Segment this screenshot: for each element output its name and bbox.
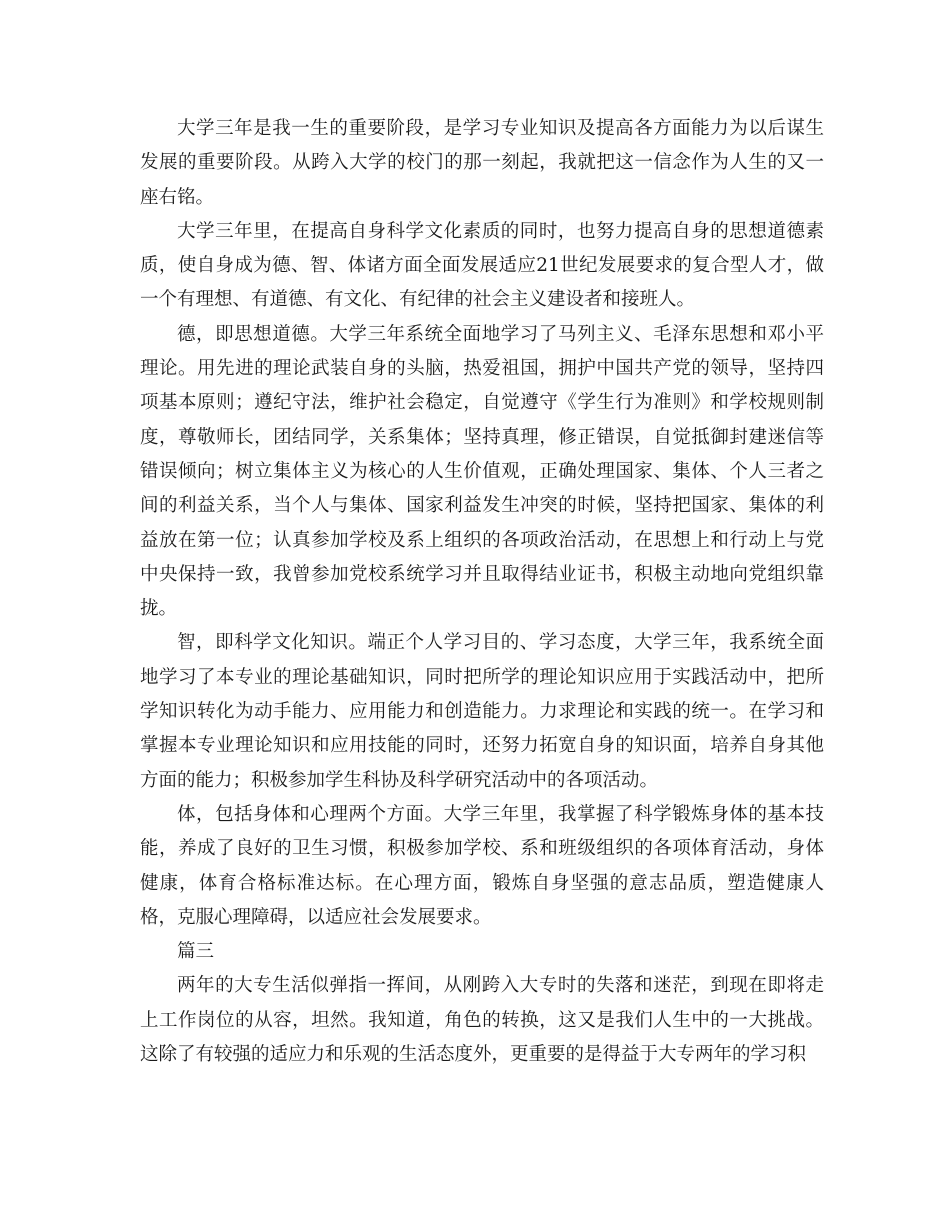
paragraph-section-three: 两年的大专生活似弹指一挥间，从刚跨入大专时的失落和迷茫，到现在即将走上工作岗位的从容，坦然。我知道，角色的转换，这又是我们人生中的一大挑战。这除了有较强的适应力和乐观的生活态度外，更重要的是得益于大专两年的学习积 bbox=[140, 975, 824, 1066]
paragraph-goal: 大学三年里，在提高自身科学文化素质的同时，也努力提高自身的思想道德素质，使自身成为德、智、体诸方面全面发展适应21世纪发展要求的复合型人才，做一个有理想、有道德、有文化、有纪律的社会主义建设者和接班人。 bbox=[140, 220, 824, 311]
paragraph-intro: 大学三年是我一生的重要阶段，是学习专业知识及提高各方面能力为以后谋生发展的重要阶段。从跨入大学的校门的那一刻起，我就把这一信念作为人生的又一座右铭。 bbox=[140, 118, 824, 208]
document-body bbox=[140, 112, 824, 1072]
paragraph-physical: 体，包括身体和心理两个方面。大学三年里，我掌握了科学锻炼身体的基本技能，养成了良好的卫生习惯，积极参加学校、系和班级组织的各项体育活动，身体健康，体育合格标准达标。在心理方面，锻炼自身坚强的意志品质，塑造健康人格，克服心理障碍，以适应社会发展要求。 bbox=[140, 803, 824, 928]
paragraph-morality: 德，即思想道德。大学三年系统全面地学习了马列主义、毛泽东思想和邓小平理论。用先进的理论武装自身的头脑，热爱祖国，拥护中国共产党的领导，坚持四项基本原则；遵纪守法，维护社会稳定，自觉遵守《学生行为准则》和学校规则制度，尊敬师长，团结同学，关系集体；坚持真理，修正错误，自觉抵御封建迷信等错误倾向；树立集体主义为核心的人生价值观，正确处理国家、集体、个人三者之间的利益关系，当个人与集体、国家利益发生冲突的时候，坚持把国家、集体的利益放在第一位；认真参加学校及系上组织的各项政治活动，在思想上和行动上与党中央保持一致，我曾参加党校系统学习并且取得结业证书，积极主动地向党组织靠拢。 bbox=[140, 323, 824, 620]
section-heading: 篇三 bbox=[177, 941, 215, 963]
paragraph-intellect: 智，即科学文化知识。端正个人学习目的、学习态度，大学三年，我系统全面地学习了本专业的理论基础知识，同时把所学的理论知识应用于实践活动中，把所学知识转化为动手能力、应用能力和创造能力。力求理论和实践的统一。在学习和掌握本专业理论知识和应用技能的同时，还努力拓宽自身的知识面，培养自身其他方面的能力；积极参加学生科协及科学研究活动中的各项活动。 bbox=[140, 632, 824, 791]
